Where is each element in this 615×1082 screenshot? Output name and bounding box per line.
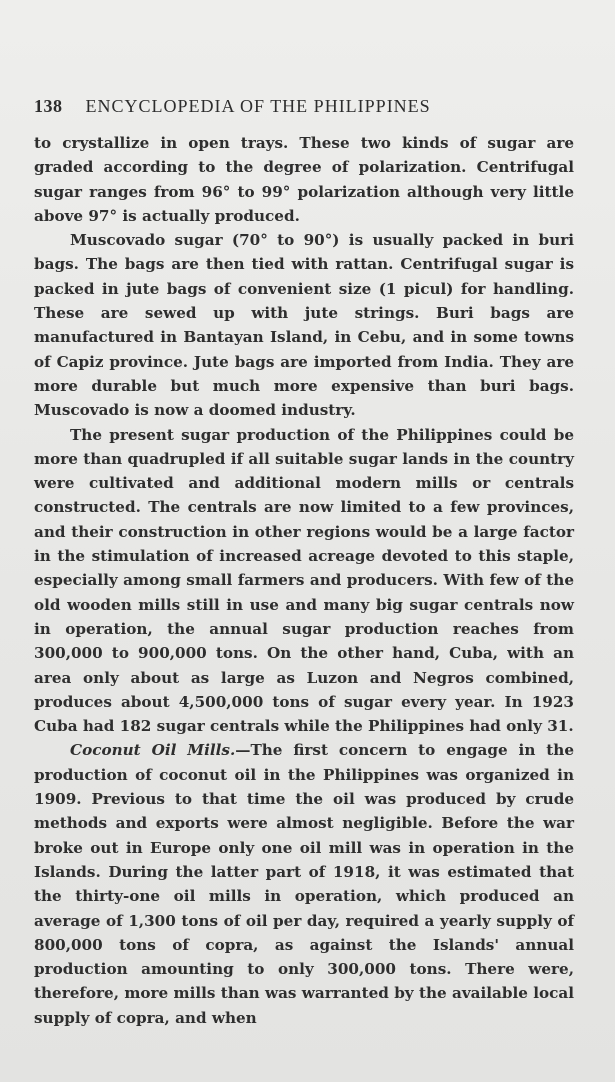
paragraph-4 (34, 738, 574, 1030)
paragraph-4-text: —The first concern to engage in the production of coconut oil in the Philippines was organized in 1909. Previous to that time the oil was produced by crude methods and exports were almost negligible. Before the war broke out in Europe only one oil mill was in operation in the Islands. During the latter part of 1918, it was estimated that the thirty-one oil mills in operation, which produced an average of 1,300 tons of oil per day, required a yearly supply of 800,000 tons of copra, as against the Islands' annual production amounting to only 300,000 tons. There were, therefore, more mills than was warranted by the available local supply of copra, and when (34, 741, 575, 1027)
page-number: 138 (34, 96, 63, 116)
paragraph-2-text: Muscovado sugar (70° to 90°) is usually packed in buri bags. The bags are then tied with rattan. Centrifugal sugar is packed in jute bags of convenient size (1 picul) for handling. These are sewed up with jute strings. Buri bags are manufactured in Bantayan Island, in Cebu, and in some towns of Capiz province. Jute bags are imported from India. They are more durable but much more expensive than buri bags. Muscovado is now a doomed industry. (34, 231, 574, 420)
running-title: ENCYCLOPEDIA OF THE PHILIPPINES (85, 96, 431, 116)
paragraph-3 (34, 423, 574, 739)
paragraph-2 (34, 228, 574, 422)
paragraph-1-text: to crystallize in open trays. These two kinds of sugar are graded according to the degree of polarization. Centrifugal sugar ranges from 96° to 99° polarization although very little above 97° is actually produced. (34, 134, 574, 225)
page-header (34, 96, 594, 117)
page-body (34, 131, 574, 1030)
paragraph-3-text: The present sugar production of the Philippines could be more than quadrupled if all suitable sugar lands in the country were cultivated and additional modern mills or centrals constructed. The centrals are now limited to a few provinces, and their construction in other regions would be a large factor in the stimulation of increased acreage devoted to this staple, especially among small farmers and producers. With few of the old wooden mills still in use and many big sugar centrals now in operation, the annual sugar production reaches from 300,000 to 900,000 tons. On the other hand, Cuba, with an area only about as large as Luzon and Negros combined, produces about 4,500,000 tons of sugar every year. In 1923 Cuba had 182 sugar centrals while the Philippines had only 31. (34, 425, 574, 736)
paragraph-1 (34, 131, 574, 228)
section-heading-coconut-oil-mills: Coconut Oil Mills. (70, 741, 236, 760)
